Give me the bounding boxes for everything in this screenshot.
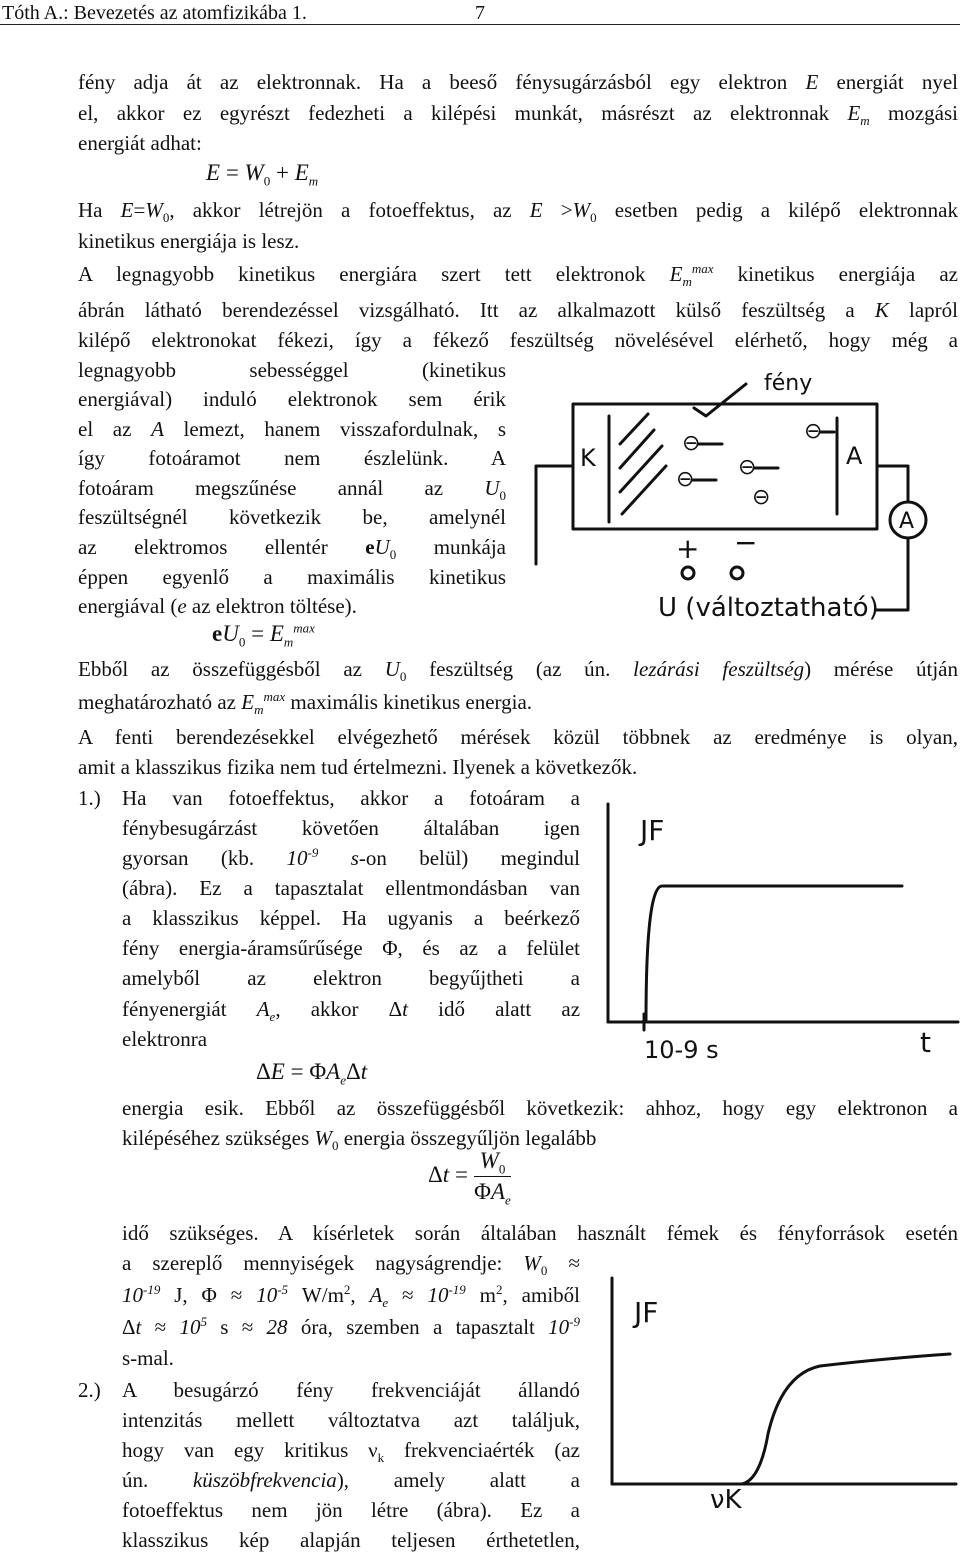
item-1-line-4: (ábra). Ez a tapasztalat ellentmondásban van — [122, 876, 580, 900]
feny-label: fény — [764, 371, 813, 396]
item-1-line-15: $\Delta t \approx 10^5$ s ≈ 28 óra, szemben a tapasztalt $10^{-9}$ — [122, 1314, 580, 1339]
item-1-line-16: s-mal. — [122, 1346, 174, 1370]
electron-icon: ⊖ — [804, 419, 823, 444]
item-2-line-3: hogy van egy kritikus $\nu_k$ frekvenciaérték (az — [122, 1438, 580, 1466]
item-1-line-6: fény energia-áramsűrűsége Φ, és az a felület — [122, 936, 580, 960]
wire-left — [536, 466, 573, 564]
item-2-line-6: klasszikus kép alapján teljesen érthetetlen, — [122, 1528, 580, 1552]
figure-photocell-apparatus — [516, 364, 960, 648]
item-1-line-13: a szereplő mennyiségek nagyságrendje: $W_0$ ≈ — [122, 1251, 580, 1279]
p3-line-8: fotoáram megszűnése annál az $U_0$ — [78, 476, 506, 504]
anode-label: A — [846, 442, 863, 470]
p3-line-1: A legnagyobb kinetikus energiára szert tett elektronok $E_m^{max}$ kinetikus energiája az — [78, 261, 958, 290]
p3-line-9: feszültségnél következik be, amelynél — [78, 505, 506, 529]
item-1-line-9: elektronra — [122, 1027, 208, 1051]
light-ray — [620, 446, 662, 492]
voltage-label: U (változtatható) — [658, 593, 879, 623]
item-1-number: 1.) — [78, 786, 101, 810]
item-1-line-11: kilépéséhez szükséges $W_0$ energia összegyűljön legalább — [122, 1126, 597, 1154]
figure-current-vs-time — [592, 796, 960, 1086]
p4-line-2: meghatározható az $E_m^{max}$ maximális kinetikus energia. — [78, 689, 533, 718]
wire-top — [877, 466, 908, 502]
x-axis-label: t — [920, 1026, 931, 1059]
figure-current-vs-frequency — [600, 1274, 960, 1508]
p2-line-1: Ha $E=W_0$, akkor létrejön a fotoeffektus, az $E >W_0$ esetben pedig a kilépő elektronnak — [78, 198, 959, 226]
running-title: Tóth A.: Bevezetés az atomfizikába 1. — [2, 2, 307, 24]
p5-line-2: amit a klasszikus fizika nem tud értelmezni. Ilyenek a következők. — [78, 755, 638, 779]
p3-line-10: az elektromos ellentér $eU_0$ munkája — [78, 535, 507, 563]
plus-terminal-label: + — [676, 532, 700, 565]
item-2-line-1: A besugárzó fény frekvenciáját állandó — [122, 1378, 580, 1402]
page-header — [0, 0, 960, 25]
x-axis-label: νK — [710, 1485, 742, 1508]
item-1-line-14: $10^{-19}$ J, $\Phi \approx 10^{-5}$ $W/m^2$, $A_e \approx 10^{-19}$ $m^2$, amiből — [122, 1282, 580, 1311]
threshold-curve — [614, 1354, 950, 1484]
p3-line-4: legnagyobb sebességgel (kinetikus — [78, 358, 506, 382]
plus-terminal — [682, 567, 694, 579]
item-1-line-2: fénybesugárzást követően általában igen — [122, 816, 580, 840]
item-1-line-8: fényenergiát $A_e$, akkor Δt idő alatt az — [122, 997, 581, 1025]
item-2-line-4: ún. küszöbfrekvencia), amely alatt a — [122, 1468, 580, 1492]
item-1-line-10: energia esik. Ebből az összefüggésből következik: ahhoz, hogy egy elektronon a — [122, 1096, 958, 1120]
equation-stopping: $eU_0 = E_m^{max}$ — [212, 620, 315, 650]
equation-energy: $E = W_0 + E_m$ — [206, 160, 319, 189]
p3-line-3: kilépő elektronokat fékezi, így a fékező feszültség növelésével elérhető, hogy még a — [78, 328, 958, 352]
p1-line-2: el, akkor ez egyrészt fedezheti a kilépési munkát, másrészt az elektronnak $E_m$ mozgási — [78, 101, 958, 129]
p5-line-1: A fenti berendezésekkel elvégezhető mérések közül többnek az eredménye is olyan, — [78, 725, 958, 749]
p1-line-3: energiát adhat: — [78, 131, 202, 155]
ammeter-label: A — [899, 509, 915, 534]
item-1-line-12: idő szükséges. A kísérletek során általában használt fémek és fényforrások esetén — [122, 1221, 958, 1245]
p3-line-7: így fotoáramot nem észlelünk. A — [78, 446, 506, 470]
item-2-line-5: fotoeffektus nem jön létre (ábra). Ez a — [122, 1498, 580, 1522]
page-number: 7 — [475, 2, 485, 24]
p3-line-2: ábrán látható berendezéssel vizsgálható. Itt az alkalmazott külső feszültség a K lapról — [78, 298, 958, 322]
item-1-line-3: gyorsan (kb. $10^{-9}$ s-on belül) megindul — [122, 845, 580, 870]
item-1-line-1: Ha van fotoeffektus, akkor a fotoáram a — [122, 786, 580, 810]
p4-line-1: Ebből az összefüggésből az $U_0$ feszültség (az ún. lezárási feszültség) mérése útján — [78, 657, 958, 685]
p1-line-1: fény adja át az elektronnak. Ha a beeső fénysugárzásból egy elektron E energiát nyel — [78, 70, 959, 94]
minus-terminal-label: − — [734, 526, 758, 559]
light-ray — [622, 466, 666, 514]
electron-icon: ⊖ — [682, 431, 701, 456]
p3-line-11: éppen egyenlő a maximális kinetikus — [78, 565, 506, 589]
y-axis-label: JF — [634, 1296, 659, 1329]
p3-line-6: el az A lemezt, hanem visszafordulnak, s — [78, 417, 506, 441]
p2-line-2: kinetikus energiája is lesz. — [78, 229, 300, 253]
p3-line-5: energiával) induló elektronok sem érik — [78, 387, 506, 411]
electron-icon: ⊖ — [752, 485, 771, 510]
item-1-line-5: a klasszikus képpel. Ha ugyanis a beérkező — [122, 906, 580, 930]
y-axis-label: JF — [640, 814, 665, 847]
electron-icon: ⊖ — [738, 455, 757, 480]
tick-label: 10-9 s — [644, 1036, 719, 1064]
p3-line-12: energiával (e az elektron töltése). — [78, 594, 357, 618]
tube-outline — [573, 404, 877, 529]
equation-delta-t: Δt = $\frac{W_0}{\Phi A_e}$ — [428, 1148, 511, 1208]
current-curve — [610, 886, 902, 1022]
cathode-label: K — [580, 444, 596, 472]
item-2-line-2: intenzitás mellett változtatva azt találjuk, — [122, 1408, 580, 1432]
electron-icon: ⊖ — [676, 467, 695, 492]
equation-delta-e: $\Delta E = \Phi A_e\Delta t$ — [256, 1059, 368, 1088]
minus-terminal — [731, 567, 743, 579]
wire-right — [876, 538, 908, 610]
item-2-number: 2.) — [78, 1378, 101, 1402]
item-1-line-7: amelyből az elektron begyűjtheti a — [122, 966, 580, 990]
light-arrow — [694, 384, 746, 416]
